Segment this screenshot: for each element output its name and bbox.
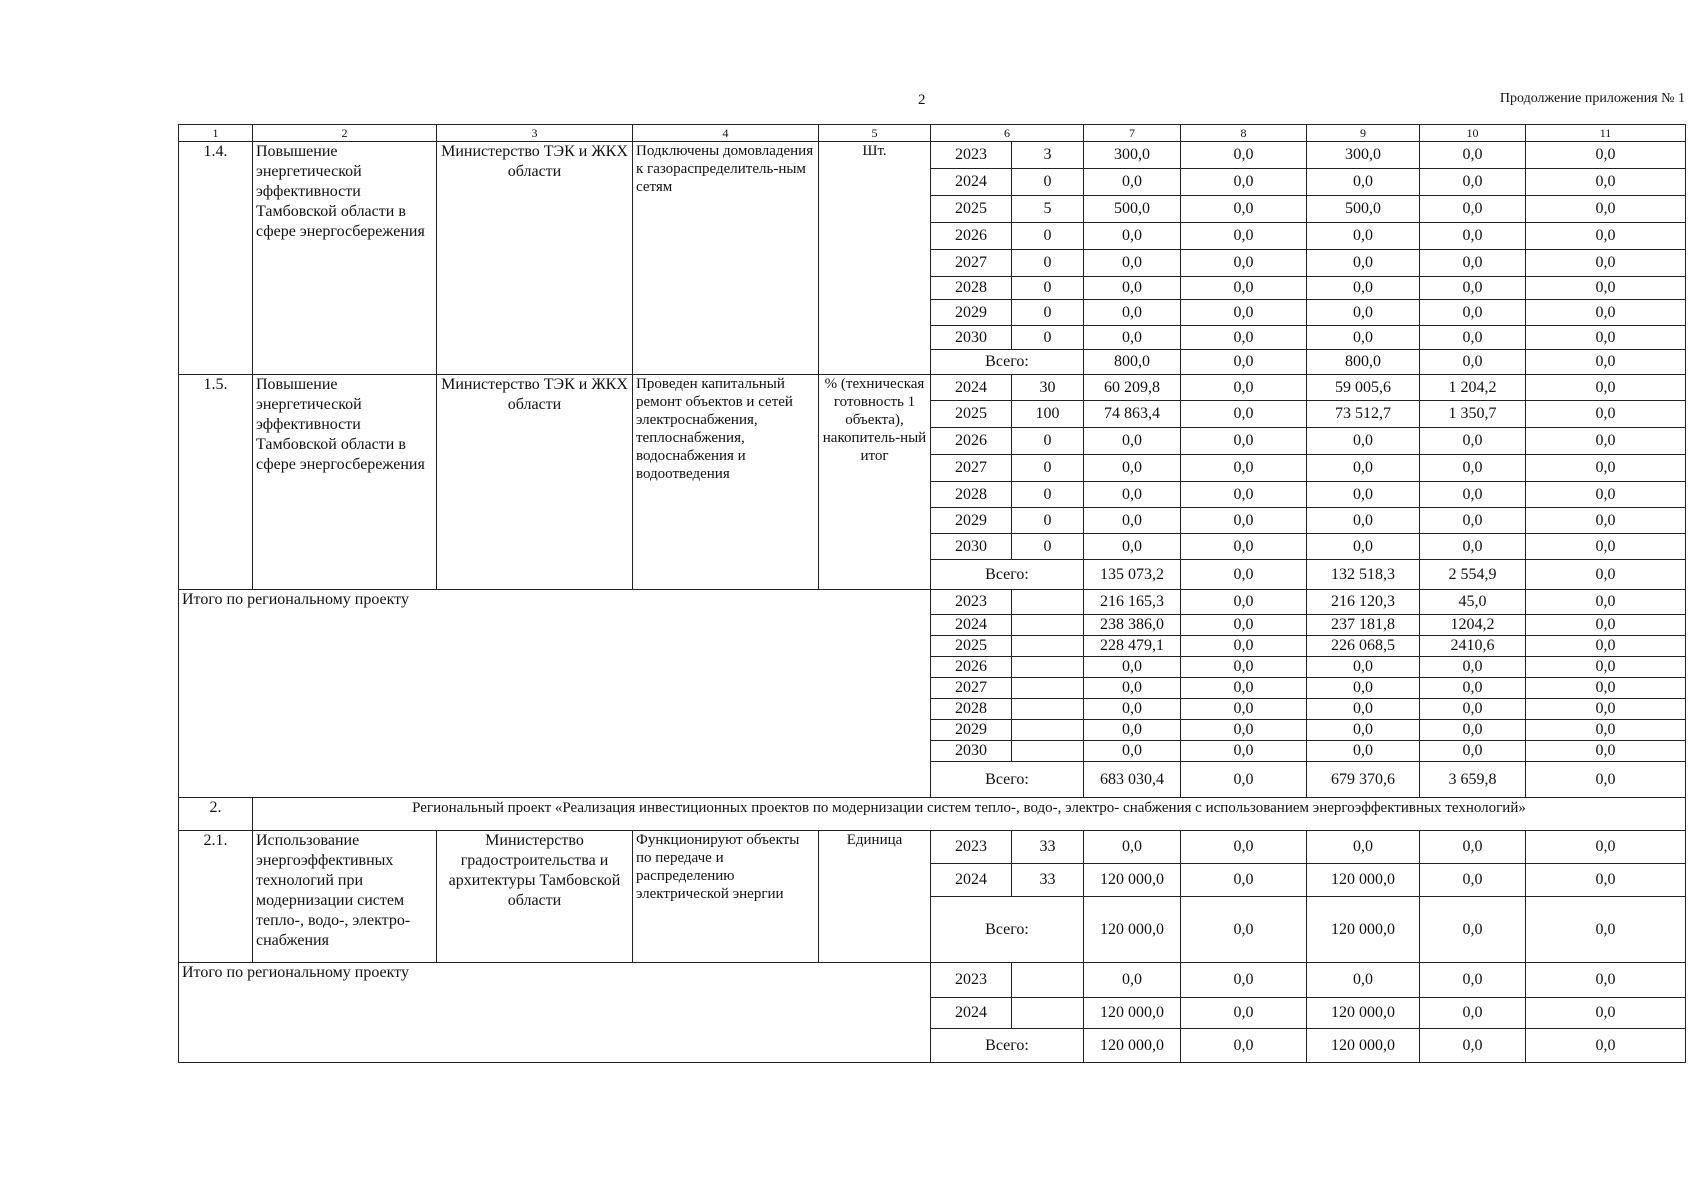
value-cell: 0,0	[1526, 831, 1686, 864]
value-cell: 0,0	[1181, 401, 1307, 428]
table-row	[179, 142, 1686, 169]
indicator-value: 5	[1012, 196, 1084, 223]
value-cell: 59 005,6	[1307, 375, 1420, 401]
column-header: 7	[1084, 125, 1181, 142]
header-row	[179, 125, 1686, 142]
value-cell: 679 370,6	[1307, 762, 1420, 798]
value-cell: 0,0	[1420, 223, 1526, 250]
value-cell: 0,0	[1181, 508, 1307, 534]
indicator-value: 100	[1012, 401, 1084, 428]
value-cell: 0,0	[1181, 196, 1307, 223]
value-cell: 0,0	[1307, 699, 1420, 720]
value-cell: 0,0	[1181, 657, 1307, 678]
value-cell: 0,0	[1420, 250, 1526, 277]
value-cell: 120 000,0	[1084, 897, 1181, 963]
value-cell: 0,0	[1526, 223, 1686, 250]
value-cell: 0,0	[1181, 300, 1307, 326]
page-number: 2	[918, 92, 926, 108]
indicator-value	[1012, 590, 1084, 615]
value-cell: 0,0	[1084, 699, 1181, 720]
value-cell: 0,0	[1181, 326, 1307, 350]
value-cell: 0,0	[1420, 508, 1526, 534]
value-cell: 0,0	[1307, 508, 1420, 534]
year-cell: 2030	[931, 741, 1012, 762]
value-cell: 0,0	[1526, 762, 1686, 798]
year-cell: 2023	[931, 831, 1012, 864]
value-cell: 0,0	[1526, 678, 1686, 699]
value-cell: 0,0	[1420, 350, 1526, 375]
value-cell: 0,0	[1420, 998, 1526, 1029]
value-cell: 0,0	[1307, 741, 1420, 762]
value-cell: 0,0	[1181, 534, 1307, 560]
value-cell: 0,0	[1420, 142, 1526, 169]
indicator-value	[1012, 657, 1084, 678]
value-cell: 3 659,8	[1420, 762, 1526, 798]
value-cell: 800,0	[1307, 350, 1420, 375]
value-cell: 0,0	[1420, 864, 1526, 897]
year-cell: 2024	[931, 864, 1012, 897]
value-cell: 683 030,4	[1084, 762, 1181, 798]
value-cell: 0,0	[1084, 678, 1181, 699]
value-cell: 0,0	[1307, 428, 1420, 455]
value-cell: 0,0	[1420, 699, 1526, 720]
value-cell: 0,0	[1526, 657, 1686, 678]
value-cell: 0,0	[1084, 534, 1181, 560]
value-cell: 0,0	[1526, 277, 1686, 300]
year-cell: 2029	[931, 300, 1012, 326]
value-cell: 228 479,1	[1084, 636, 1181, 657]
value-cell: 120 000,0	[1307, 1029, 1420, 1063]
indicator-value: 0	[1012, 326, 1084, 350]
value-cell: 0,0	[1181, 250, 1307, 277]
value-cell: 0,0	[1084, 300, 1181, 326]
section-row	[179, 798, 1686, 831]
value-cell: 0,0	[1084, 428, 1181, 455]
year-cell: 2028	[931, 277, 1012, 300]
value-cell: 0,0	[1084, 169, 1181, 196]
indicator-value	[1012, 699, 1084, 720]
value-cell: 0,0	[1526, 720, 1686, 741]
indicator-value: 0	[1012, 482, 1084, 508]
value-cell: 0,0	[1181, 864, 1307, 897]
value-cell: 0,0	[1526, 250, 1686, 277]
value-cell: 0,0	[1420, 720, 1526, 741]
value-cell: 120 000,0	[1084, 1029, 1181, 1063]
value-cell: 0,0	[1526, 482, 1686, 508]
value-cell: 2 554,9	[1420, 560, 1526, 590]
value-cell: 132 518,3	[1307, 560, 1420, 590]
value-cell: 0,0	[1420, 963, 1526, 998]
column-header: 2	[253, 125, 437, 142]
column-header: 8	[1181, 125, 1307, 142]
value-cell: 120 000,0	[1307, 864, 1420, 897]
value-cell: 0,0	[1084, 741, 1181, 762]
value-cell: 0,0	[1181, 428, 1307, 455]
value-cell: 0,0	[1420, 678, 1526, 699]
value-cell: 0,0	[1307, 455, 1420, 482]
executor: Министерство ТЭК и ЖКХ области	[437, 142, 633, 375]
total-label: Всего:	[931, 762, 1084, 798]
value-cell: 0,0	[1420, 300, 1526, 326]
year-cell: 2024	[931, 615, 1012, 636]
value-cell: 0,0	[1181, 223, 1307, 250]
value-cell: 0,0	[1420, 831, 1526, 864]
value-cell: 0,0	[1420, 169, 1526, 196]
value-cell: 0,0	[1526, 508, 1686, 534]
year-cell: 2027	[931, 678, 1012, 699]
value-cell: 0,0	[1526, 455, 1686, 482]
value-cell: 0,0	[1084, 720, 1181, 741]
value-cell: 0,0	[1084, 223, 1181, 250]
value-cell: 0,0	[1526, 300, 1686, 326]
year-cell: 2023	[931, 142, 1012, 169]
value-cell: 0,0	[1181, 741, 1307, 762]
value-cell: 0,0	[1181, 590, 1307, 615]
value-cell: 0,0	[1181, 998, 1307, 1029]
value-cell: 0,0	[1181, 831, 1307, 864]
total-label: Всего:	[931, 350, 1084, 375]
value-cell: 0,0	[1526, 169, 1686, 196]
column-header: 3	[437, 125, 633, 142]
indicator-value	[1012, 998, 1084, 1029]
value-cell: 0,0	[1526, 636, 1686, 657]
value-cell: 0,0	[1307, 720, 1420, 741]
value-cell: 0,0	[1307, 300, 1420, 326]
value-cell: 0,0	[1526, 142, 1686, 169]
year-cell: 2025	[931, 636, 1012, 657]
table-row	[179, 375, 1686, 401]
value-cell: 1 350,7	[1420, 401, 1526, 428]
value-cell: 0,0	[1420, 455, 1526, 482]
value-cell: 500,0	[1084, 196, 1181, 223]
value-cell: 226 068,5	[1307, 636, 1420, 657]
row-number: 1.5.	[179, 375, 253, 590]
value-cell: 0,0	[1181, 897, 1307, 963]
year-cell: 2028	[931, 482, 1012, 508]
indicator: Проведен капитальный ремонт объектов и сетей электроснабжения, теплоснабжения, водоснабжения и водоотведения	[633, 375, 819, 590]
measure-name: Повышение энергетической эффективности Тамбовской области в сфере энергосбережения	[253, 375, 437, 590]
value-cell: 0,0	[1084, 277, 1181, 300]
indicator-value: 0	[1012, 455, 1084, 482]
value-cell: 135 073,2	[1084, 560, 1181, 590]
value-cell: 120 000,0	[1084, 998, 1181, 1029]
value-cell: 0,0	[1084, 508, 1181, 534]
year-cell: 2028	[931, 699, 1012, 720]
value-cell: 0,0	[1307, 250, 1420, 277]
value-cell: 120 000,0	[1307, 998, 1420, 1029]
value-cell: 0,0	[1307, 831, 1420, 864]
value-cell: 0,0	[1420, 196, 1526, 223]
value-cell: 0,0	[1181, 762, 1307, 798]
value-cell: 0,0	[1420, 428, 1526, 455]
row-number: 1.4.	[179, 142, 253, 375]
executor: Министерство градостроительства и архитектуры Тамбовской области	[437, 831, 633, 963]
indicator-value: 0	[1012, 169, 1084, 196]
year-cell: 2024	[931, 169, 1012, 196]
indicator-value	[1012, 615, 1084, 636]
value-cell: 0,0	[1420, 741, 1526, 762]
value-cell: 800,0	[1084, 350, 1181, 375]
year-cell: 2027	[931, 250, 1012, 277]
value-cell: 0,0	[1084, 455, 1181, 482]
column-header: 9	[1307, 125, 1420, 142]
year-cell: 2024	[931, 998, 1012, 1029]
indicator-value	[1012, 720, 1084, 741]
value-cell: 0,0	[1307, 326, 1420, 350]
value-cell: 0,0	[1181, 142, 1307, 169]
column-header: 5	[819, 125, 931, 142]
project-total-label: Итого по региональному проекту	[179, 963, 931, 1063]
table-row	[179, 831, 1686, 864]
value-cell: 0,0	[1181, 169, 1307, 196]
value-cell: 0,0	[1526, 615, 1686, 636]
value-cell: 0,0	[1420, 1029, 1526, 1063]
indicator-value	[1012, 963, 1084, 998]
indicator-value: 0	[1012, 277, 1084, 300]
column-header: 6	[931, 125, 1084, 142]
year-cell: 2023	[931, 590, 1012, 615]
year-cell: 2026	[931, 657, 1012, 678]
value-cell: 0,0	[1307, 169, 1420, 196]
value-cell: 0,0	[1307, 223, 1420, 250]
executor: Министерство ТЭК и ЖКХ области	[437, 375, 633, 590]
indicator-value: 0	[1012, 223, 1084, 250]
value-cell: 500,0	[1307, 196, 1420, 223]
indicator: Функционируют объекты по передаче и распределению электрической энергии	[633, 831, 819, 963]
year-cell: 2023	[931, 963, 1012, 998]
value-cell: 0,0	[1307, 482, 1420, 508]
indicator-value: 33	[1012, 831, 1084, 864]
table-row	[179, 590, 1686, 615]
value-cell: 0,0	[1181, 636, 1307, 657]
year-cell: 2026	[931, 428, 1012, 455]
value-cell: 0,0	[1084, 831, 1181, 864]
value-cell: 60 209,8	[1084, 375, 1181, 401]
value-cell: 2410,6	[1420, 636, 1526, 657]
section-number: 2.	[179, 798, 253, 831]
value-cell: 0,0	[1307, 963, 1420, 998]
value-cell: 0,0	[1526, 350, 1686, 375]
value-cell: 0,0	[1526, 590, 1686, 615]
value-cell: 0,0	[1181, 482, 1307, 508]
value-cell: 0,0	[1526, 534, 1686, 560]
value-cell: 0,0	[1526, 998, 1686, 1029]
unit: % (техническая готовность 1 объекта), накопитель-ный итог	[819, 375, 931, 590]
column-header: 4	[633, 125, 819, 142]
value-cell: 0,0	[1181, 1029, 1307, 1063]
measure-name: Повышение энергетической эффективности Тамбовской области в сфере энергосбережения	[253, 142, 437, 375]
indicator-value: 0	[1012, 534, 1084, 560]
value-cell: 0,0	[1526, 699, 1686, 720]
value-cell: 0,0	[1420, 277, 1526, 300]
year-cell: 2029	[931, 720, 1012, 741]
value-cell: 0,0	[1420, 897, 1526, 963]
value-cell: 120 000,0	[1084, 864, 1181, 897]
value-cell: 216 165,3	[1084, 590, 1181, 615]
indicator-value: 3	[1012, 142, 1084, 169]
indicator-value: 0	[1012, 428, 1084, 455]
column-header: 11	[1526, 125, 1686, 142]
column-header: 10	[1420, 125, 1526, 142]
indicator-value: 0	[1012, 250, 1084, 277]
value-cell: 0,0	[1181, 963, 1307, 998]
value-cell: 0,0	[1420, 534, 1526, 560]
value-cell: 1 204,2	[1420, 375, 1526, 401]
table-row	[179, 963, 1686, 998]
value-cell: 0,0	[1084, 326, 1181, 350]
value-cell: 0,0	[1526, 897, 1686, 963]
year-cell: 2027	[931, 455, 1012, 482]
row-number: 2.1.	[179, 831, 253, 963]
value-cell: 0,0	[1307, 657, 1420, 678]
value-cell: 237 181,8	[1307, 615, 1420, 636]
project-total-label: Итого по региональному проекту	[179, 590, 931, 798]
value-cell: 0,0	[1526, 428, 1686, 455]
value-cell: 45,0	[1420, 590, 1526, 615]
value-cell: 73 512,7	[1307, 401, 1420, 428]
value-cell: 0,0	[1526, 1029, 1686, 1063]
measure-name: Использование энергоэффективных технологий при модернизации систем тепло-, водо-, электро-снабжения	[253, 831, 437, 963]
year-cell: 2030	[931, 534, 1012, 560]
indicator-value	[1012, 678, 1084, 699]
indicator-value: 33	[1012, 864, 1084, 897]
value-cell: 0,0	[1181, 678, 1307, 699]
value-cell: 0,0	[1526, 401, 1686, 428]
value-cell: 0,0	[1420, 326, 1526, 350]
value-cell: 300,0	[1084, 142, 1181, 169]
value-cell: 238 386,0	[1084, 615, 1181, 636]
continuation-title: Продолжение приложения № 1	[1499, 91, 1685, 106]
year-cell: 2029	[931, 508, 1012, 534]
value-cell: 0,0	[1526, 326, 1686, 350]
indicator: Подключены домовладения к газораспределитель-ным сетям	[633, 142, 819, 375]
value-cell: 0,0	[1526, 560, 1686, 590]
year-cell: 2026	[931, 223, 1012, 250]
value-cell: 0,0	[1181, 720, 1307, 741]
value-cell: 0,0	[1307, 534, 1420, 560]
indicator-value: 0	[1012, 508, 1084, 534]
year-cell: 2025	[931, 401, 1012, 428]
value-cell: 0,0	[1307, 277, 1420, 300]
indicator-value	[1012, 636, 1084, 657]
value-cell: 0,0	[1526, 375, 1686, 401]
value-cell: 0,0	[1181, 699, 1307, 720]
total-label: Всего:	[931, 560, 1084, 590]
year-cell: 2030	[931, 326, 1012, 350]
indicator-value: 0	[1012, 300, 1084, 326]
indicator-value	[1012, 741, 1084, 762]
value-cell: 0,0	[1084, 657, 1181, 678]
year-cell: 2024	[931, 375, 1012, 401]
value-cell: 0,0	[1526, 963, 1686, 998]
value-cell: 0,0	[1181, 560, 1307, 590]
year-cell: 2025	[931, 196, 1012, 223]
column-header: 1	[179, 125, 253, 142]
value-cell: 0,0	[1181, 277, 1307, 300]
value-cell: 0,0	[1420, 482, 1526, 508]
value-cell: 0,0	[1307, 678, 1420, 699]
value-cell: 0,0	[1181, 455, 1307, 482]
value-cell: 0,0	[1181, 375, 1307, 401]
value-cell: 0,0	[1181, 615, 1307, 636]
value-cell: 0,0	[1084, 482, 1181, 508]
value-cell: 0,0	[1181, 350, 1307, 375]
value-cell: 0,0	[1084, 250, 1181, 277]
value-cell: 74 863,4	[1084, 401, 1181, 428]
value-cell: 0,0	[1526, 741, 1686, 762]
value-cell: 0,0	[1420, 657, 1526, 678]
value-cell: 120 000,0	[1307, 897, 1420, 963]
unit: Шт.	[819, 142, 931, 375]
value-cell: 0,0	[1526, 196, 1686, 223]
value-cell: 0,0	[1526, 864, 1686, 897]
total-label: Всего:	[931, 897, 1084, 963]
total-label: Всего:	[931, 1029, 1084, 1063]
value-cell: 216 120,3	[1307, 590, 1420, 615]
unit: Единица	[819, 831, 931, 963]
budget-table	[178, 124, 1686, 1063]
value-cell: 0,0	[1084, 963, 1181, 998]
value-cell: 300,0	[1307, 142, 1420, 169]
value-cell: 1204,2	[1420, 615, 1526, 636]
section-title: Региональный проект «Реализация инвестиционных проектов по модернизации систем тепло-, водо-, электро- снабжения с использованием энергоэффективных технологий»	[253, 798, 1686, 831]
indicator-value: 30	[1012, 375, 1084, 401]
